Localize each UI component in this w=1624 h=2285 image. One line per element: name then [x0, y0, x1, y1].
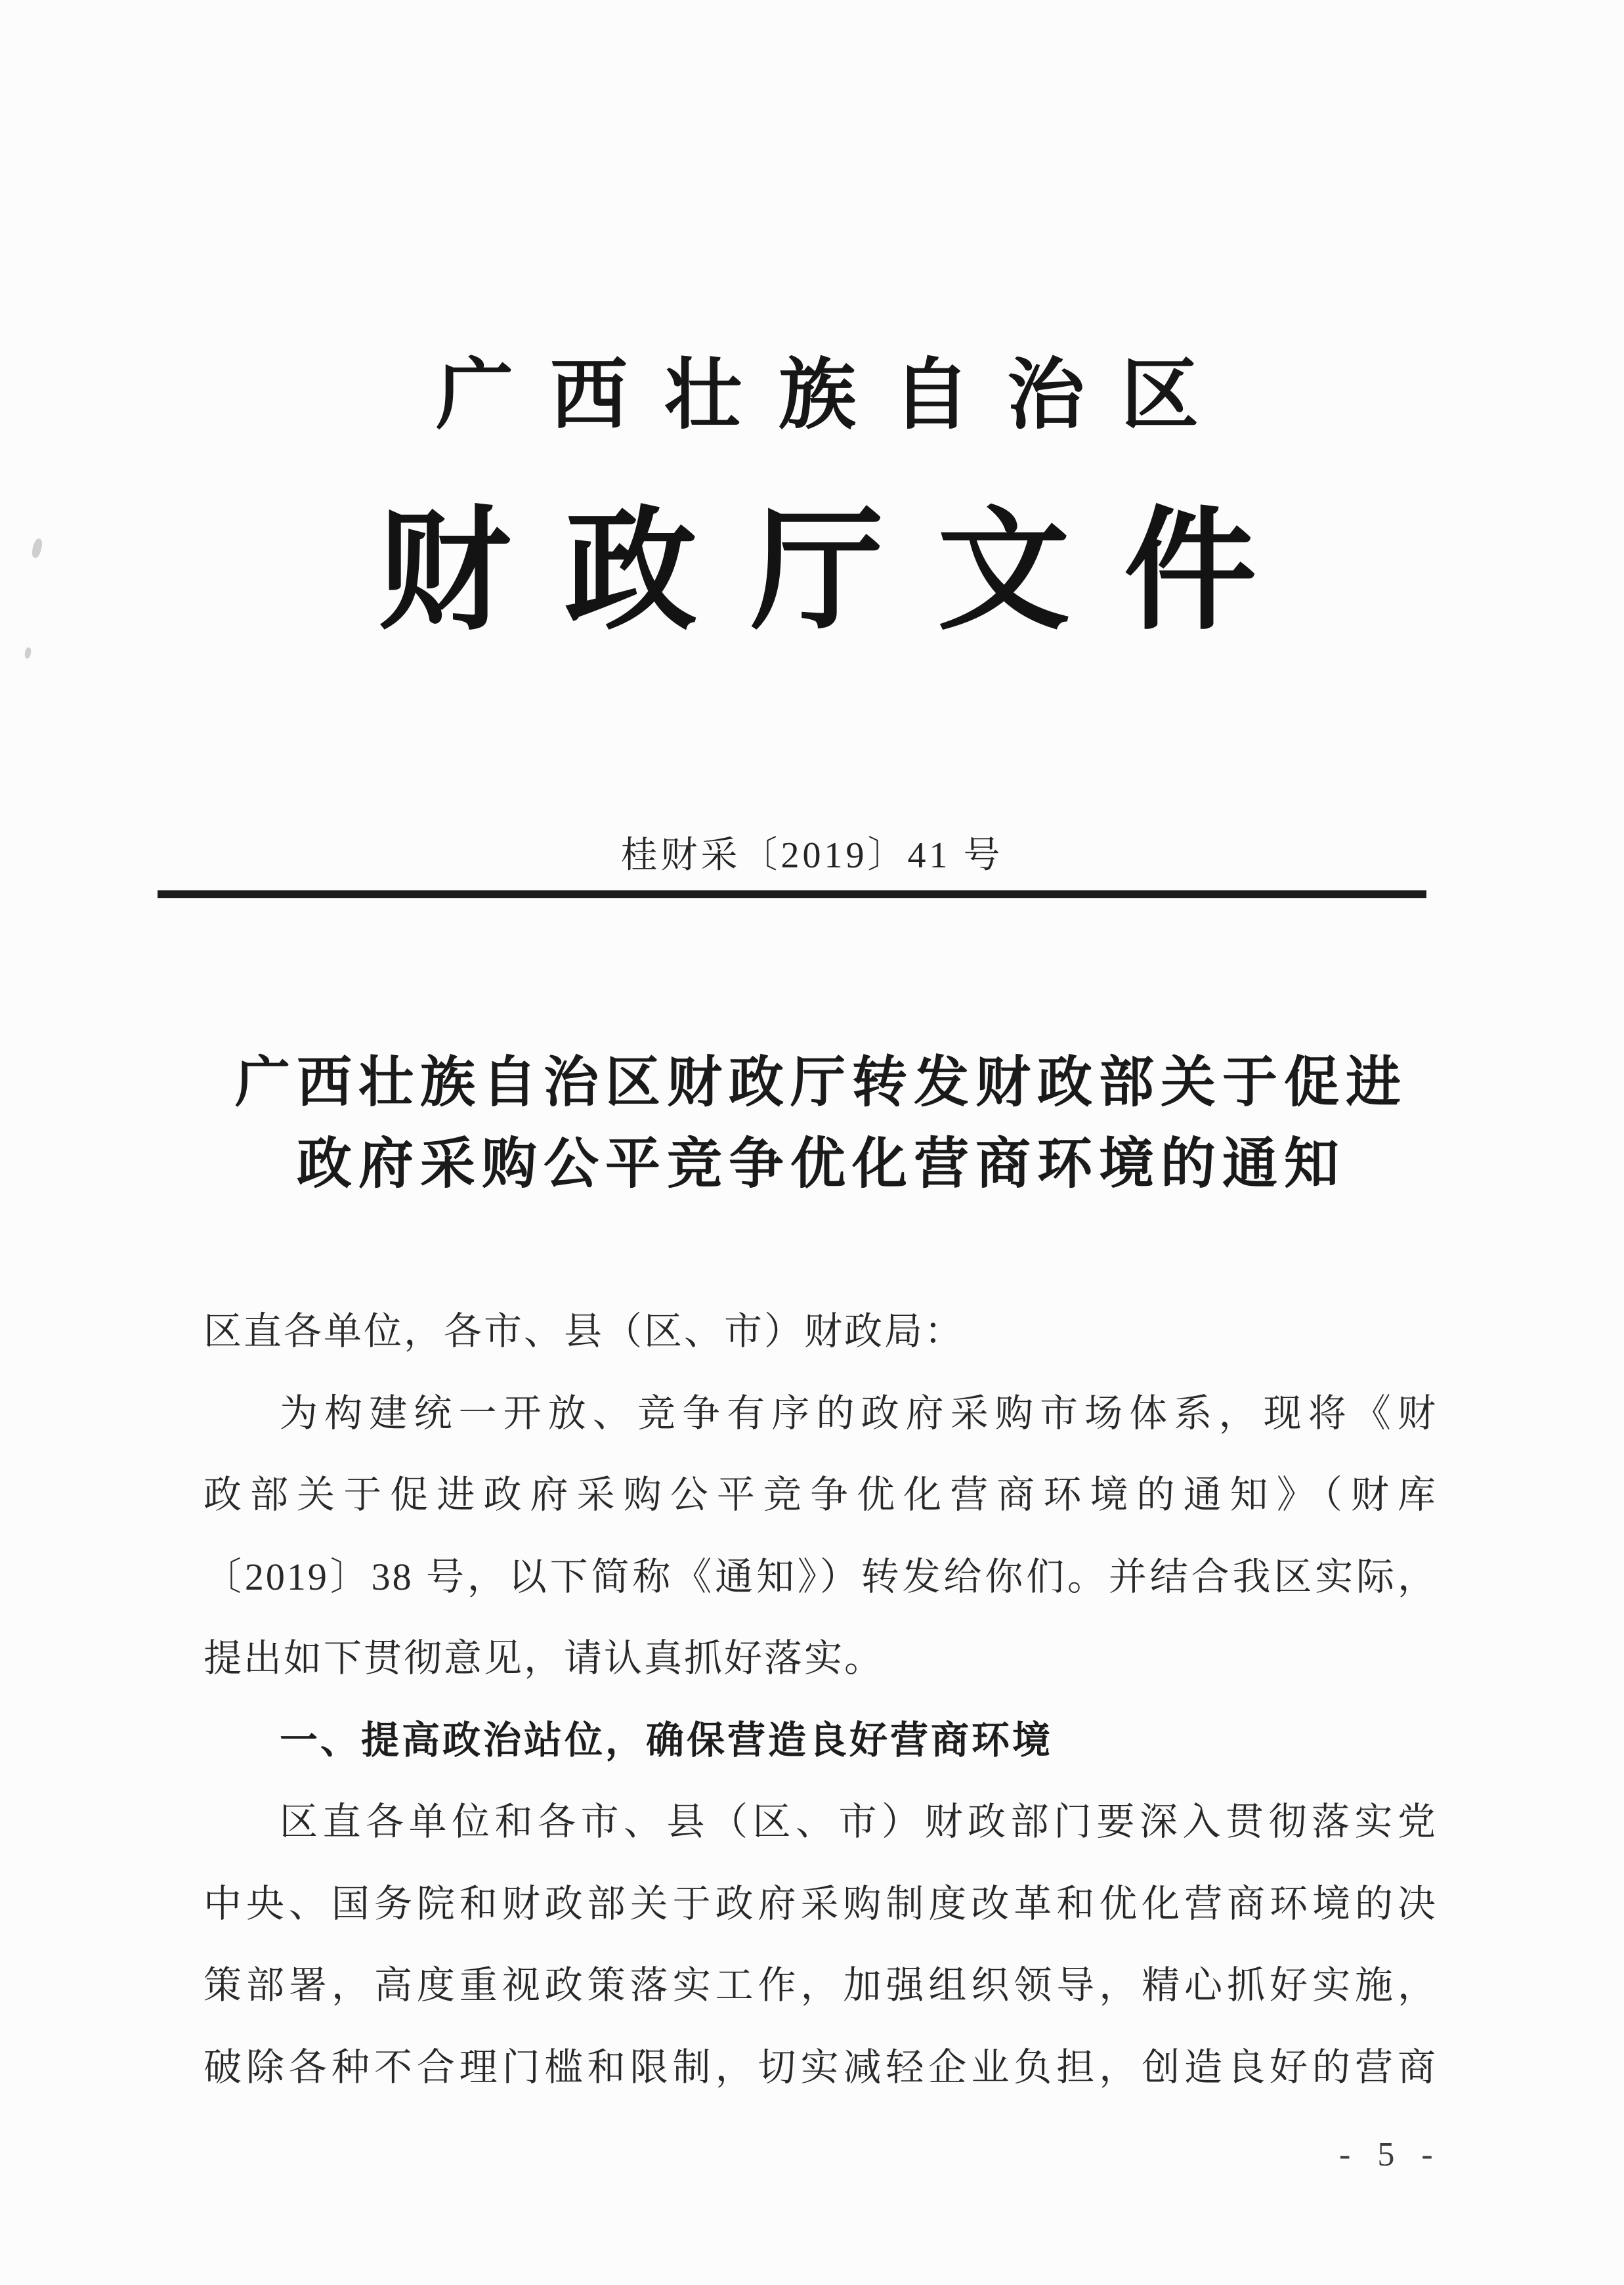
- org-name-line1: 广西壮族自治区: [435, 353, 1235, 439]
- body-line: 区直各单位和各市、县（区、市）财政部门要深入贯彻落实党: [280, 1800, 1438, 1843]
- header-divider-rule: [158, 890, 1426, 898]
- document-body: [203, 1291, 1438, 2108]
- page-number: - 5 -: [1339, 2136, 1442, 2173]
- body-heading-line: 一、提高政治站位，确保营造良好营商环境: [280, 1718, 1054, 1762]
- body-line: 政部关于促进政府采购公平竞争优化营商环境的通知》（财库: [203, 1473, 1438, 1516]
- body-line: 〔2019〕38 号，以下简称《通知》）转发给你们。并结合我区实际，: [203, 1555, 1438, 1598]
- doc-title-line1: 广西壮族自治区财政厅转发财政部关于促进: [234, 1053, 1407, 1114]
- body-line: 提出如下贯彻意见，请认真抓好落实。: [203, 1637, 885, 1680]
- doc-title: [9, 1043, 1624, 1206]
- body-line: 破除各种不合理门槛和限制，切实减轻企业负担，创造良好的营商: [203, 2045, 1438, 2089]
- org-name-line2: 财政厅文件: [378, 498, 1310, 645]
- body-line: 区直各单位，各市、县（区、市）财政局：: [203, 1310, 965, 1353]
- body-line: 策部署，高度重视政策落实工作，加强组织领导，精心抓好实施，: [203, 1964, 1438, 2007]
- scan-artifact: [24, 647, 32, 659]
- doc-title-line2: 政府采购公平竞争优化营商环境的通知: [296, 1134, 1346, 1195]
- doc-number: 桂财采〔2019〕41 号: [620, 835, 1004, 876]
- body-line: 为构建统一开放、竞争有序的政府采购市场体系，现将《财: [280, 1391, 1438, 1435]
- body-line: 中央、国务院和财政部关于政府采购制度改革和优化营商环境的决: [203, 1882, 1438, 1925]
